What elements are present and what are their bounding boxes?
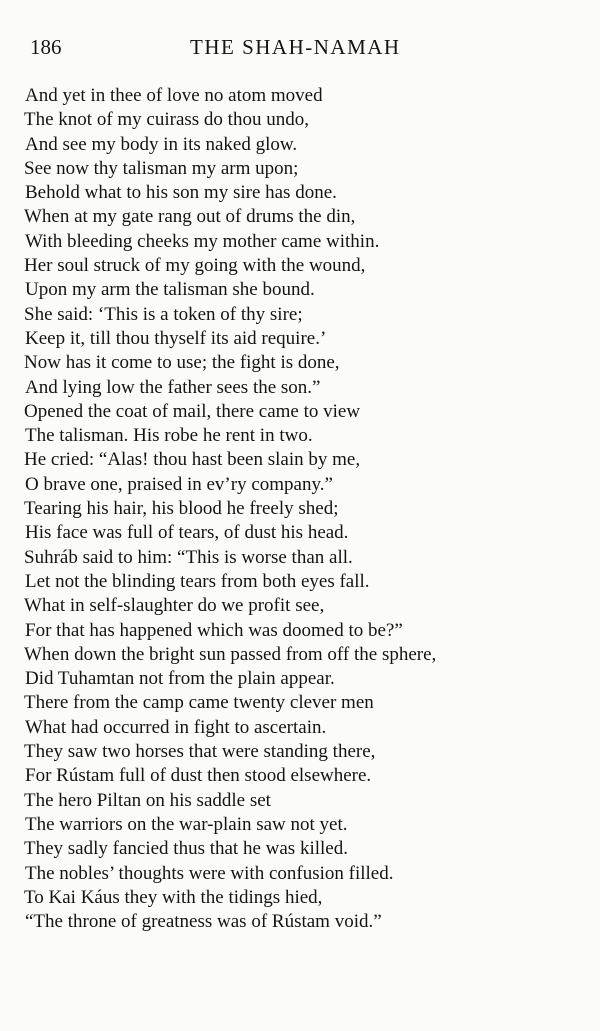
verse-line: For that has happened which was doomed to be?”	[25, 619, 403, 641]
verse-line: With bleeding cheeks my mother came within.	[25, 230, 380, 252]
verse-line: The knot of my cuirass do thou undo,	[24, 109, 309, 131]
verse-line: When at my gate rang out of drums the din,	[24, 206, 356, 228]
verse-line: What had occurred in fight to ascertain.	[25, 716, 327, 738]
verse-line: O brave one, praised in ev’ry company.”	[25, 473, 333, 495]
verse-line: For Rústam full of dust then stood elsewhere.	[25, 765, 372, 787]
verse-line: Tearing his hair, his blood he freely shed;	[24, 498, 339, 520]
verse-line: Suhráb said to him: “This is worse than all.	[24, 546, 353, 568]
verse-line: When down the bright sun passed from off the sphere,	[24, 643, 437, 665]
verse-line: And lying low the father sees the son.”	[25, 376, 321, 398]
verse-line: To Kai Káus they with the tidings hied,	[24, 886, 323, 908]
verse-line: The hero Piltan on his saddle set	[24, 789, 271, 811]
verse-line: See now thy talisman my arm upon;	[24, 157, 299, 179]
verse-line: And yet in thee of love no atom moved	[25, 85, 323, 106]
verse-line: His face was full of tears, of dust his head.	[25, 522, 349, 544]
verse-line: Now has it come to use; the fight is done,	[24, 352, 340, 374]
verse-line: They sadly fancied thus that he was killed.	[24, 838, 348, 860]
verse-line: The warriors on the war-plain saw not yet.	[25, 813, 348, 835]
verse-line: Did Tuhamtan not from the plain appear.	[25, 668, 335, 690]
verse-line: Behold what to his son my sire has done.	[25, 182, 337, 204]
verse-line: There from the camp came twenty clever men	[24, 692, 374, 714]
verse-line: Let not the blinding tears from both eyes fall.	[25, 570, 370, 592]
verse-line: Keep it, till thou thyself its aid require.’	[25, 327, 327, 349]
verse-line: They saw two horses that were standing there,	[24, 741, 376, 763]
running-title: THE SHAH-NAMAH	[190, 35, 401, 59]
verse-line: Upon my arm the talisman she bound.	[25, 279, 315, 301]
page-number: 186	[30, 35, 62, 59]
verse-list	[20, 84, 585, 934]
verse-line: Her soul struck of my going with the wound,	[24, 255, 366, 277]
verse-line: Opened the coat of mail, there came to view	[24, 400, 361, 422]
verse-line: The talisman. His robe he rent in two.	[25, 425, 313, 447]
verse-line: And see my body in its naked glow.	[25, 133, 298, 155]
verse-line: The nobles’ thoughts were with confusion filled.	[25, 862, 394, 884]
page-header	[30, 32, 570, 62]
verse-line: What in self-slaughter do we profit see,	[24, 595, 325, 617]
verse-line: She said: ‘This is a token of thy sire;	[24, 303, 303, 325]
verse-line: “The throne of greatness was of Rústam void.”	[25, 911, 382, 933]
verse-line: He cried: “Alas! thou hast been slain by me,	[24, 449, 361, 471]
